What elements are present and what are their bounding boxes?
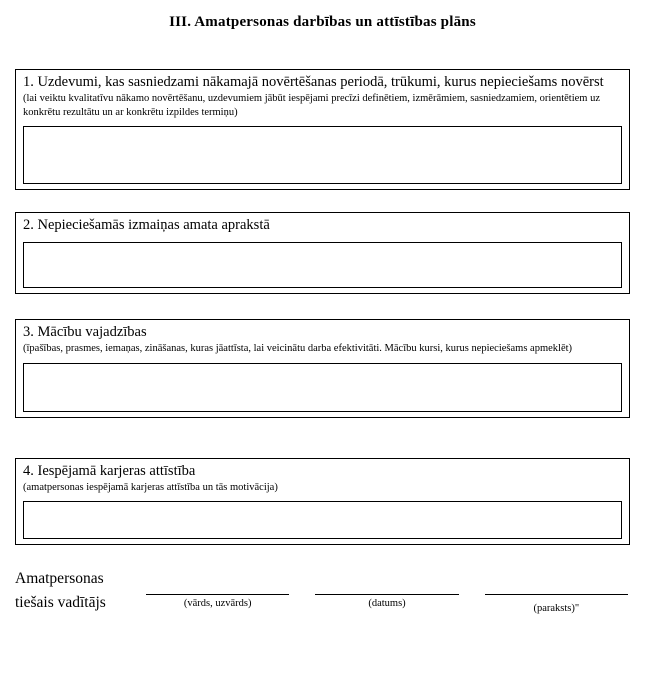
signature-field-signature (485, 567, 628, 614)
section-tasks-note: (lai veiktu kvalitatīvu nākamo novērtēšanu, uzdevumiem jābūt iespējami precīzi definētiem, izmērāmiem, sasniedzamiem, orientētiem uz konkrētu rezultātu un ar konkrētu izpildes termiņu) (23, 93, 601, 118)
section-job-description-changes-answer-box (23, 242, 622, 288)
signature-caption-signature: (paraksts)" (533, 603, 580, 615)
section-job-description-changes (15, 212, 630, 294)
section-training-needs-note: (īpašības, prasmes, iemaņas, zināšanas, kuras jāattīsta, lai veicinātu darba efektivitāti. Mācību kursi, kurus nepieciešams apmeklēt) (23, 343, 573, 355)
section-tasks-answer-box (23, 126, 622, 184)
section-career-development-note: (amatpersonas iespējamā karjeras attīstība un tās motivācija) (23, 481, 278, 493)
page-title: III. Amatpersonas darbības un attīstības plāns (169, 14, 476, 30)
section-career-development (15, 458, 630, 546)
section-training-needs-heading: 3. Mācību vajadzības (23, 324, 147, 341)
signature-line-signature (485, 567, 628, 595)
supervisor-label: Amatpersonas tiešais vadītājs (15, 570, 106, 611)
signature-line-name (146, 567, 289, 595)
section-training-needs-answer-box (23, 363, 622, 412)
section-career-development-answer-box (23, 501, 622, 539)
signature-field-date (315, 567, 458, 609)
section-tasks (15, 69, 630, 190)
signature-field-name (146, 567, 289, 609)
section-training-needs (15, 319, 630, 418)
section-career-development-heading: 4. Iespējamā karjeras attīstība (23, 462, 196, 479)
signature-row (15, 567, 630, 614)
signature-line-date (315, 567, 458, 595)
section-job-description-changes-heading: 2. Nepieciešamās izmaiņas amata aprakstā (23, 217, 270, 233)
section-tasks-heading: 1. Uzdevumi, kas sasniedzami nākamajā novērtēšanas periodā, trūkumi, kurus nepieciešams novērst (23, 74, 604, 90)
signature-caption-name: (vārds, uzvārds) (183, 598, 252, 610)
signature-caption-date: (datums) (368, 598, 406, 610)
